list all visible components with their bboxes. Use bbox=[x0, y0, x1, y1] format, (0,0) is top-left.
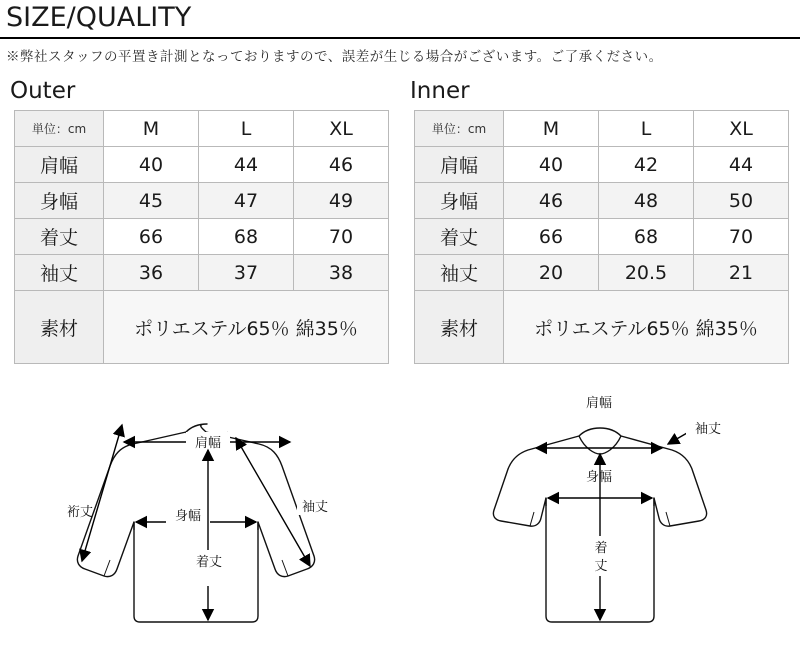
unit-label: 単位：cm bbox=[415, 111, 504, 147]
table-row bbox=[15, 147, 389, 183]
row-label: 袖丈 bbox=[415, 255, 504, 291]
material-value: ポリエステル65％ 綿35％ bbox=[504, 291, 789, 364]
cell-value: 48 bbox=[599, 183, 694, 219]
cell-value: 42 bbox=[599, 147, 694, 183]
label-sleeve: 袖丈 bbox=[301, 500, 329, 515]
label-length-line1: 着 bbox=[594, 541, 608, 556]
cell-value: 46 bbox=[504, 183, 599, 219]
size-table-outer bbox=[14, 110, 389, 364]
row-label: 袖丈 bbox=[15, 255, 104, 291]
title-divider bbox=[0, 37, 800, 39]
size-table-inner bbox=[414, 110, 789, 364]
cell-value: 40 bbox=[104, 147, 199, 183]
section-label-inner: Inner bbox=[410, 78, 470, 104]
cell-value: 68 bbox=[199, 219, 294, 255]
cell-value: 44 bbox=[199, 147, 294, 183]
row-label: 着丈 bbox=[415, 219, 504, 255]
column-header-l: L bbox=[599, 111, 694, 147]
row-label: 身幅 bbox=[415, 183, 504, 219]
label-yuki: 裄丈 bbox=[66, 505, 94, 520]
cell-value: 20 bbox=[504, 255, 599, 291]
cell-value: 50 bbox=[694, 183, 789, 219]
table-header-row bbox=[415, 111, 789, 147]
table-row bbox=[15, 255, 389, 291]
cell-value: 45 bbox=[104, 183, 199, 219]
table-row bbox=[15, 183, 389, 219]
page-title: SIZE/QUALITY bbox=[6, 2, 192, 33]
material-label: 素材 bbox=[15, 291, 104, 364]
cell-value: 66 bbox=[504, 219, 599, 255]
label-length: 着丈 bbox=[195, 555, 223, 570]
cell-value: 49 bbox=[294, 183, 389, 219]
measurement-note: ※弊社スタッフの平置き計測となっておりますので、誤差が生じる場合がございます。ご了承ください。 bbox=[6, 49, 663, 64]
cell-value: 38 bbox=[294, 255, 389, 291]
cell-value: 44 bbox=[694, 147, 789, 183]
label-chest: 身幅 bbox=[174, 509, 202, 524]
label-length-line2: 丈 bbox=[594, 559, 608, 574]
table-row bbox=[415, 255, 789, 291]
section-label-outer: Outer bbox=[10, 78, 76, 104]
material-row bbox=[15, 291, 389, 364]
cell-value: 36 bbox=[104, 255, 199, 291]
garment-diagram-outer bbox=[0, 370, 400, 650]
row-label: 身幅 bbox=[15, 183, 104, 219]
column-header-m: M bbox=[104, 111, 199, 147]
table-row bbox=[15, 219, 389, 255]
label-shoulder: 肩幅 bbox=[194, 436, 222, 451]
cell-value: 70 bbox=[694, 219, 789, 255]
table-row bbox=[415, 147, 789, 183]
material-label: 素材 bbox=[415, 291, 504, 364]
row-label: 肩幅 bbox=[15, 147, 104, 183]
row-label: 着丈 bbox=[15, 219, 104, 255]
cell-value: 70 bbox=[294, 219, 389, 255]
garment-diagram-inner bbox=[400, 370, 800, 650]
label-chest: 身幅 bbox=[585, 470, 613, 485]
column-header-m: M bbox=[504, 111, 599, 147]
label-sleeve: 袖丈 bbox=[694, 422, 722, 437]
table-header-row bbox=[15, 111, 389, 147]
column-header-xl: XL bbox=[694, 111, 789, 147]
table-row bbox=[415, 219, 789, 255]
cell-value: 66 bbox=[104, 219, 199, 255]
material-value: ポリエステル65％ 綿35％ bbox=[104, 291, 389, 364]
cell-value: 37 bbox=[199, 255, 294, 291]
cell-value: 21 bbox=[694, 255, 789, 291]
cell-value: 46 bbox=[294, 147, 389, 183]
cell-value: 40 bbox=[504, 147, 599, 183]
label-shoulder: 肩幅 bbox=[585, 396, 613, 411]
row-label: 肩幅 bbox=[415, 147, 504, 183]
cell-value: 47 bbox=[199, 183, 294, 219]
column-header-xl: XL bbox=[294, 111, 389, 147]
material-row bbox=[415, 291, 789, 364]
unit-label: 単位：cm bbox=[15, 111, 104, 147]
cell-value: 20.5 bbox=[599, 255, 694, 291]
table-row bbox=[415, 183, 789, 219]
cell-value: 68 bbox=[599, 219, 694, 255]
column-header-l: L bbox=[199, 111, 294, 147]
